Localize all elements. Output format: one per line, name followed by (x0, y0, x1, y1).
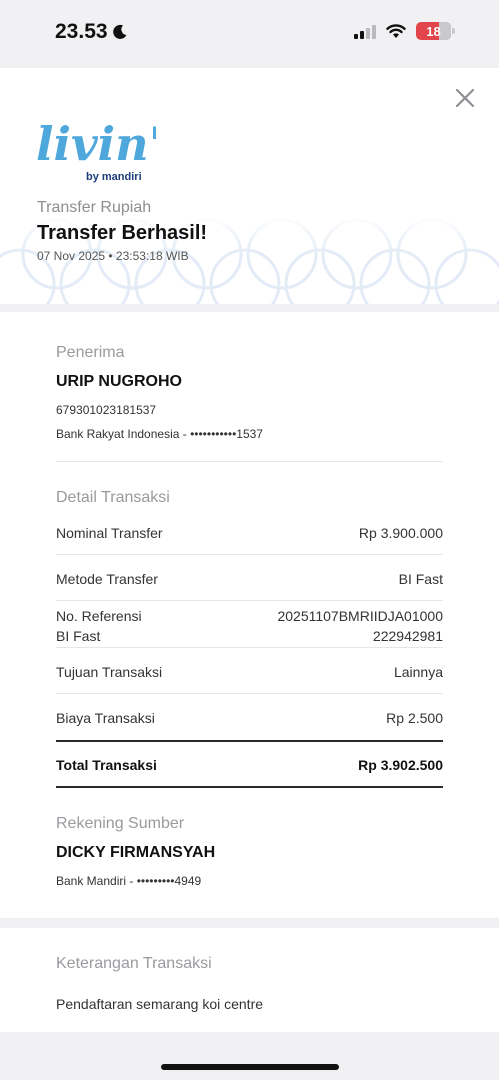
home-indicator[interactable] (161, 1064, 339, 1070)
wifi-icon (386, 24, 406, 39)
recipient-name: URIP NUGROHO (56, 373, 182, 390)
divider (56, 647, 443, 648)
divider (56, 554, 443, 555)
divider (56, 461, 443, 462)
divider (56, 600, 443, 601)
svg-text:by mandiri: by mandiri (86, 171, 142, 183)
note-section-label: Keterangan Transaksi (56, 955, 212, 972)
recipient-bank: Bank Rakyat Indonesia - •••••••••••1537 (56, 427, 263, 441)
transaction-fee-value: Rp 2.500 (386, 710, 443, 726)
transfer-status-title: Transfer Berhasil! (37, 222, 208, 244)
status-icons (354, 22, 455, 40)
moon-icon (112, 24, 128, 40)
recipient-account-number: 679301023181537 (56, 403, 157, 417)
transfer-datetime: 07 Nov 2025 • 23:53:18 WIB (37, 249, 189, 263)
source-name: DICKY FIRMANSYAH (56, 844, 216, 861)
battery-icon (416, 22, 455, 40)
reference-label: No. Referensi (56, 608, 142, 624)
source-bank: Bank Mandiri - •••••••••4949 (56, 874, 202, 888)
total-divider-bottom (56, 786, 443, 788)
status-bar (0, 0, 499, 68)
signal-icon (354, 23, 376, 39)
transaction-purpose-value: Lainnya (393, 664, 443, 680)
battery-level: 18 (426, 23, 441, 39)
transaction-details-card (0, 312, 499, 918)
transaction-section-label: Detail Transaksi (56, 489, 170, 506)
recipient-section-label: Penerima (56, 344, 125, 361)
total-label: Total Transaksi (56, 757, 157, 773)
nominal-transfer-label: Nominal Transfer (56, 525, 163, 541)
transfer-method-value: BI Fast (398, 571, 443, 587)
close-icon[interactable] (453, 86, 477, 110)
status-time (55, 20, 128, 44)
reference-number: 20251107BMRIIDJA01000 (277, 608, 443, 624)
transfer-method-label: Metode Transfer (56, 571, 158, 587)
nominal-transfer-value: Rp 3.900.000 (358, 525, 443, 541)
livin-logo (36, 118, 156, 184)
note-text: Pendaftaran semarang koi centre (56, 996, 264, 1012)
divider (56, 693, 443, 694)
transaction-fee-label: Biaya Transaksi (56, 710, 155, 726)
receipt-header (0, 68, 499, 304)
reference-label-line2: BI Fast (56, 628, 101, 644)
transfer-type-label: Transfer Rupiah (37, 199, 152, 216)
total-value: Rp 3.902.500 (358, 757, 443, 773)
transaction-note-card (0, 928, 499, 1032)
bi-fast-number: 222942981 (372, 628, 443, 644)
total-divider-top (56, 740, 443, 742)
status-time-text: 23.53 (55, 20, 108, 43)
source-section-label: Rekening Sumber (56, 815, 185, 832)
transaction-purpose-label: Tujuan Transaksi (56, 664, 163, 680)
svg-text:livin': livin' (36, 118, 156, 171)
